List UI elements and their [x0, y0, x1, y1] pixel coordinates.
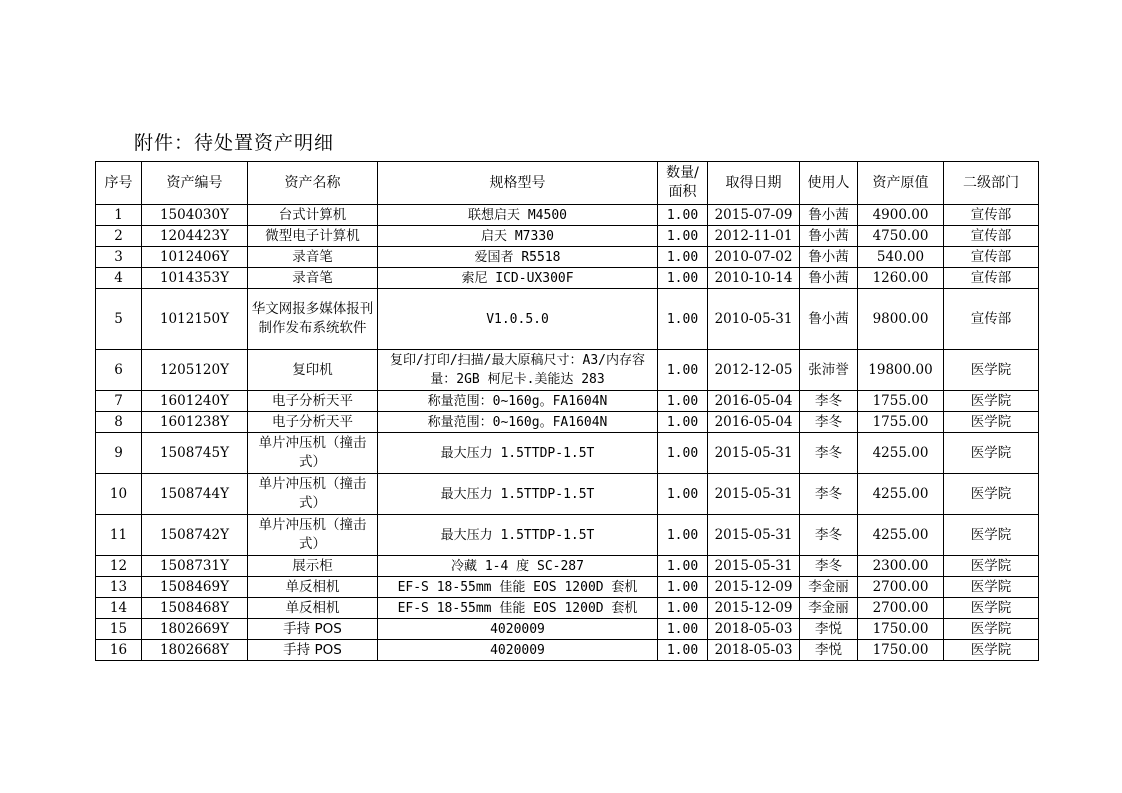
cell-department: 医学院 [944, 577, 1039, 598]
cell-original-value: 1260.00 [858, 268, 944, 289]
cell-spec: 索尼 ICD-UX300F [378, 268, 658, 289]
cell-user: 李冬 [800, 474, 858, 515]
cell-original-value: 9800.00 [858, 289, 944, 350]
cell-quantity: 1.00 [658, 619, 708, 640]
cell-user: 鲁小茜 [800, 247, 858, 268]
cell-spec: 爱国者 R5518 [378, 247, 658, 268]
cell-user: 鲁小茜 [800, 226, 858, 247]
cell-department: 医学院 [944, 598, 1039, 619]
cell-no: 3 [96, 247, 142, 268]
cell-original-value: 4255.00 [858, 433, 944, 474]
cell-quantity: 1.00 [658, 474, 708, 515]
cell-acquired-date: 2010-05-31 [708, 289, 800, 350]
table-row [96, 205, 1039, 226]
cell-spec: 联想启天 M4500 [378, 205, 658, 226]
cell-asset-code: 1802668Y [142, 640, 248, 661]
cell-spec: 最大压力 1.5TTDP-1.5T [378, 474, 658, 515]
cell-department: 医学院 [944, 350, 1039, 391]
cell-no: 7 [96, 391, 142, 412]
cell-asset-code: 1508468Y [142, 598, 248, 619]
cell-spec: 启天 M7330 [378, 226, 658, 247]
cell-department: 医学院 [944, 556, 1039, 577]
cell-spec: 最大压力 1.5TTDP-1.5T [378, 433, 658, 474]
asset-table [95, 161, 1039, 661]
cell-asset-code: 1508742Y [142, 515, 248, 556]
header-spec: 规格型号 [378, 162, 658, 205]
cell-original-value: 4750.00 [858, 226, 944, 247]
cell-department: 医学院 [944, 433, 1039, 474]
cell-asset-name: 单片冲压机（撞击式） [248, 433, 378, 474]
cell-quantity: 1.00 [658, 640, 708, 661]
cell-original-value: 1750.00 [858, 619, 944, 640]
cell-department: 医学院 [944, 619, 1039, 640]
cell-department: 宣传部 [944, 247, 1039, 268]
cell-acquired-date: 2015-05-31 [708, 515, 800, 556]
cell-no: 6 [96, 350, 142, 391]
cell-no: 13 [96, 577, 142, 598]
cell-acquired-date: 2018-05-03 [708, 640, 800, 661]
cell-no: 4 [96, 268, 142, 289]
cell-asset-code: 1204423Y [142, 226, 248, 247]
cell-asset-name: 录音笔 [248, 268, 378, 289]
cell-acquired-date: 2015-07-09 [708, 205, 800, 226]
cell-spec: 复印/打印/扫描/最大原稿尺寸：A3/内存容量：2GB 柯尼卡.美能达 283 [378, 350, 658, 391]
cell-original-value: 4255.00 [858, 515, 944, 556]
cell-spec: EF-S 18-55mm 佳能 EOS 1200D 套机 [378, 598, 658, 619]
cell-asset-name: 录音笔 [248, 247, 378, 268]
cell-acquired-date: 2018-05-03 [708, 619, 800, 640]
table-row [96, 598, 1039, 619]
cell-asset-name: 微型电子计算机 [248, 226, 378, 247]
table-row [96, 619, 1039, 640]
cell-no: 15 [96, 619, 142, 640]
cell-no: 16 [96, 640, 142, 661]
cell-asset-name: 电子分析天平 [248, 412, 378, 433]
cell-no: 1 [96, 205, 142, 226]
cell-acquired-date: 2015-05-31 [708, 433, 800, 474]
table-body [96, 205, 1039, 661]
cell-user: 鲁小茜 [800, 289, 858, 350]
cell-no: 12 [96, 556, 142, 577]
cell-acquired-date: 2015-05-31 [708, 556, 800, 577]
cell-quantity: 1.00 [658, 433, 708, 474]
table-row [96, 268, 1039, 289]
cell-asset-code: 1508469Y [142, 577, 248, 598]
cell-original-value: 2300.00 [858, 556, 944, 577]
cell-asset-code: 1012150Y [142, 289, 248, 350]
cell-no: 5 [96, 289, 142, 350]
table-row [96, 226, 1039, 247]
cell-asset-code: 1205120Y [142, 350, 248, 391]
cell-no: 9 [96, 433, 142, 474]
cell-quantity: 1.00 [658, 556, 708, 577]
table-row [96, 556, 1039, 577]
cell-no: 14 [96, 598, 142, 619]
cell-asset-code: 1508731Y [142, 556, 248, 577]
cell-asset-code: 1014353Y [142, 268, 248, 289]
cell-department: 医学院 [944, 391, 1039, 412]
header-acquired-date: 取得日期 [708, 162, 800, 205]
table-row [96, 515, 1039, 556]
header-no: 序号 [96, 162, 142, 205]
cell-spec: V1.0.5.0 [378, 289, 658, 350]
cell-quantity: 1.00 [658, 268, 708, 289]
header-quantity: 数量/面积 [658, 162, 708, 205]
table-row [96, 289, 1039, 350]
cell-user: 张沛誉 [800, 350, 858, 391]
cell-no: 11 [96, 515, 142, 556]
cell-department: 医学院 [944, 515, 1039, 556]
cell-user: 李金丽 [800, 598, 858, 619]
cell-no: 8 [96, 412, 142, 433]
cell-asset-name: 单片冲压机（撞击式） [248, 515, 378, 556]
table-row [96, 433, 1039, 474]
cell-user: 李冬 [800, 433, 858, 474]
table-row [96, 391, 1039, 412]
cell-spec: 称量范围：0~160g。FA1604N [378, 412, 658, 433]
page-title: 附件：待处置资产明细 [134, 132, 335, 154]
header-row [96, 162, 1039, 205]
header-asset-name: 资产名称 [248, 162, 378, 205]
cell-user: 李冬 [800, 391, 858, 412]
cell-user: 李冬 [800, 412, 858, 433]
header-asset-code: 资产编号 [142, 162, 248, 205]
cell-quantity: 1.00 [658, 350, 708, 391]
table-row [96, 247, 1039, 268]
cell-department: 宣传部 [944, 268, 1039, 289]
cell-quantity: 1.00 [658, 515, 708, 556]
cell-asset-name: 单片冲压机（撞击式） [248, 474, 378, 515]
cell-acquired-date: 2012-12-05 [708, 350, 800, 391]
cell-quantity: 1.00 [658, 391, 708, 412]
header-user: 使用人 [800, 162, 858, 205]
cell-original-value: 1750.00 [858, 640, 944, 661]
cell-user: 李冬 [800, 556, 858, 577]
cell-user: 李冬 [800, 515, 858, 556]
cell-asset-name: 台式计算机 [248, 205, 378, 226]
table-row [96, 474, 1039, 515]
cell-original-value: 1755.00 [858, 412, 944, 433]
cell-asset-code: 1012406Y [142, 247, 248, 268]
cell-spec: 4020009 [378, 619, 658, 640]
cell-department: 宣传部 [944, 226, 1039, 247]
cell-asset-name: 华文网报多媒体报刊制作发布系统软件 [248, 289, 378, 350]
cell-acquired-date: 2010-07-02 [708, 247, 800, 268]
cell-asset-code: 1508744Y [142, 474, 248, 515]
cell-spec: 4020009 [378, 640, 658, 661]
cell-asset-name: 手持 POS [248, 619, 378, 640]
cell-quantity: 1.00 [658, 289, 708, 350]
cell-spec: EF-S 18-55mm 佳能 EOS 1200D 套机 [378, 577, 658, 598]
cell-original-value: 1755.00 [858, 391, 944, 412]
cell-quantity: 1.00 [658, 412, 708, 433]
cell-department: 医学院 [944, 640, 1039, 661]
cell-user: 李悦 [800, 619, 858, 640]
cell-asset-name: 复印机 [248, 350, 378, 391]
cell-department: 医学院 [944, 474, 1039, 515]
cell-user: 鲁小茜 [800, 205, 858, 226]
header-department: 二级部门 [944, 162, 1039, 205]
cell-asset-name: 单反相机 [248, 577, 378, 598]
cell-quantity: 1.00 [658, 577, 708, 598]
cell-asset-name: 展示柜 [248, 556, 378, 577]
table-row [96, 350, 1039, 391]
cell-acquired-date: 2016-05-04 [708, 391, 800, 412]
cell-department: 医学院 [944, 412, 1039, 433]
cell-quantity: 1.00 [658, 598, 708, 619]
cell-asset-name: 电子分析天平 [248, 391, 378, 412]
cell-spec: 称量范围：0~160g。FA1604N [378, 391, 658, 412]
cell-asset-code: 1601238Y [142, 412, 248, 433]
cell-asset-code: 1601240Y [142, 391, 248, 412]
cell-asset-code: 1508745Y [142, 433, 248, 474]
cell-asset-name: 单反相机 [248, 598, 378, 619]
cell-acquired-date: 2015-12-09 [708, 598, 800, 619]
cell-original-value: 2700.00 [858, 598, 944, 619]
cell-acquired-date: 2010-10-14 [708, 268, 800, 289]
cell-spec: 最大压力 1.5TTDP-1.5T [378, 515, 658, 556]
header-original-value: 资产原值 [858, 162, 944, 205]
cell-quantity: 1.00 [658, 205, 708, 226]
cell-user: 李悦 [800, 640, 858, 661]
cell-acquired-date: 2015-12-09 [708, 577, 800, 598]
cell-quantity: 1.00 [658, 247, 708, 268]
cell-asset-name: 手持 POS [248, 640, 378, 661]
cell-department: 宣传部 [944, 205, 1039, 226]
cell-department: 宣传部 [944, 289, 1039, 350]
cell-acquired-date: 2015-05-31 [708, 474, 800, 515]
cell-no: 2 [96, 226, 142, 247]
cell-quantity: 1.00 [658, 226, 708, 247]
cell-spec: 冷藏 1-4 度 SC-287 [378, 556, 658, 577]
cell-original-value: 540.00 [858, 247, 944, 268]
cell-acquired-date: 2012-11-01 [708, 226, 800, 247]
table-row [96, 412, 1039, 433]
cell-no: 10 [96, 474, 142, 515]
cell-acquired-date: 2016-05-04 [708, 412, 800, 433]
cell-original-value: 4900.00 [858, 205, 944, 226]
cell-original-value: 4255.00 [858, 474, 944, 515]
cell-asset-code: 1802669Y [142, 619, 248, 640]
table-row [96, 577, 1039, 598]
cell-user: 李金丽 [800, 577, 858, 598]
cell-user: 鲁小茜 [800, 268, 858, 289]
cell-original-value: 2700.00 [858, 577, 944, 598]
table-row [96, 640, 1039, 661]
cell-asset-code: 1504030Y [142, 205, 248, 226]
cell-original-value: 19800.00 [858, 350, 944, 391]
